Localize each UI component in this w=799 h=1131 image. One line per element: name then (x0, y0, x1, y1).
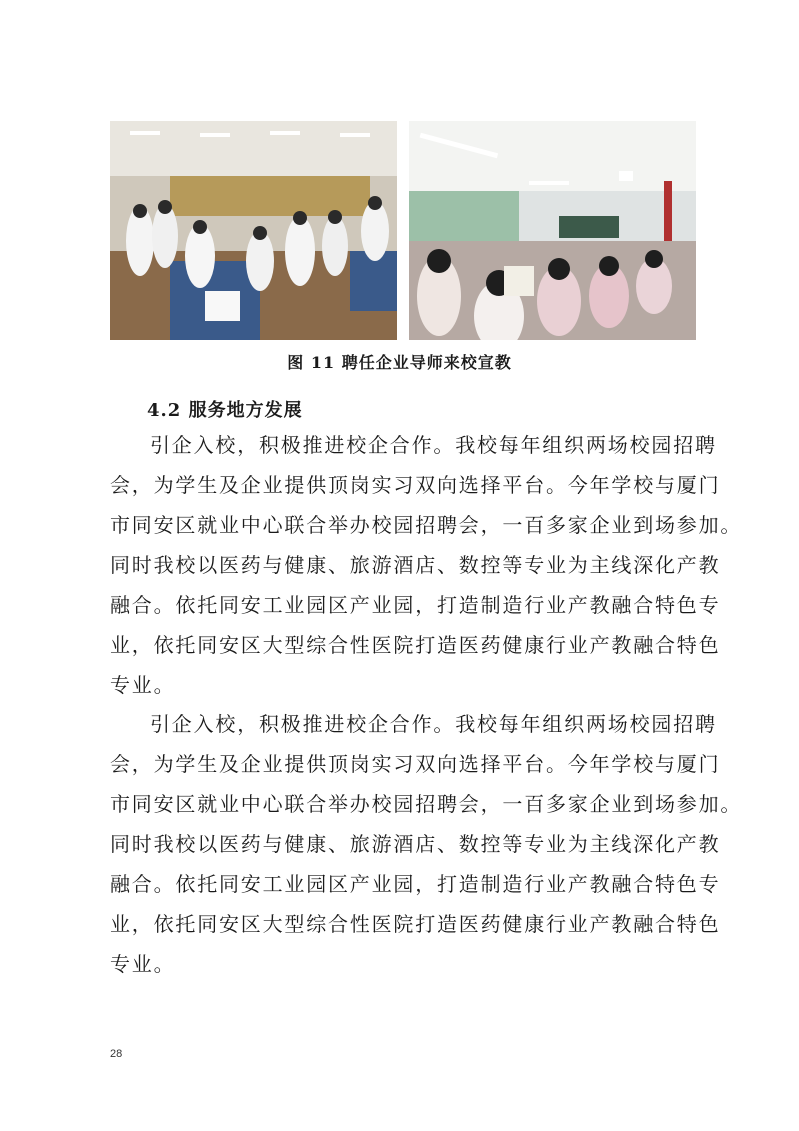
paragraph-line: 会，为学生及企业提供顶岗实习双向选择平台。今年学校与厦门 (110, 473, 721, 497)
section-heading: 4.2 服务地方发展 (147, 400, 303, 421)
paragraph-line: 专业。 (110, 673, 176, 697)
photo-mentor-classroom-lecture (409, 121, 696, 340)
paragraph-line: 同时我校以医药与健康、旅游酒店、数控等专业为主线深化产教 (110, 553, 721, 577)
paragraph-line: 融合。依托同安工业园区产业园，打造制造行业产教融合特色专 (110, 872, 721, 896)
figure-caption: 图 11 聘任企业导师来校宣教 (287, 353, 512, 372)
paragraph-line: 业，依托同安区大型综合性医院打造医药健康行业产教融合特色 (110, 912, 721, 936)
paragraph-line: 会，为学生及企业提供顶岗实习双向选择平台。今年学校与厦门 (110, 752, 721, 776)
paragraph-line: 专业。 (110, 952, 176, 976)
paragraph-line: 同时我校以医药与健康、旅游酒店、数控等专业为主线深化产教 (110, 832, 721, 856)
page-number: 28 (110, 1048, 123, 1060)
paragraph-2 (110, 704, 743, 984)
paragraph-line: 市同安区就业中心联合举办校园招聘会，一百多家企业到场参加。 (110, 513, 743, 537)
paragraph-line: 融合。依托同安工业园区产业园，打造制造行业产教融合特色专 (110, 593, 721, 617)
paragraph-line: 市同安区就业中心联合举办校园招聘会，一百多家企业到场参加。 (110, 792, 743, 816)
paragraph-line: 业，依托同安区大型综合性医院打造医药健康行业产教融合特色 (110, 633, 721, 657)
paragraph-1 (110, 425, 743, 705)
paragraph-line: 引企入校，积极推进校企合作。我校每年组织两场校园招聘 (150, 433, 717, 457)
photo-mentor-lab-session (110, 121, 397, 340)
paragraph-line: 引企入校，积极推进校企合作。我校每年组织两场校园招聘 (150, 712, 717, 736)
